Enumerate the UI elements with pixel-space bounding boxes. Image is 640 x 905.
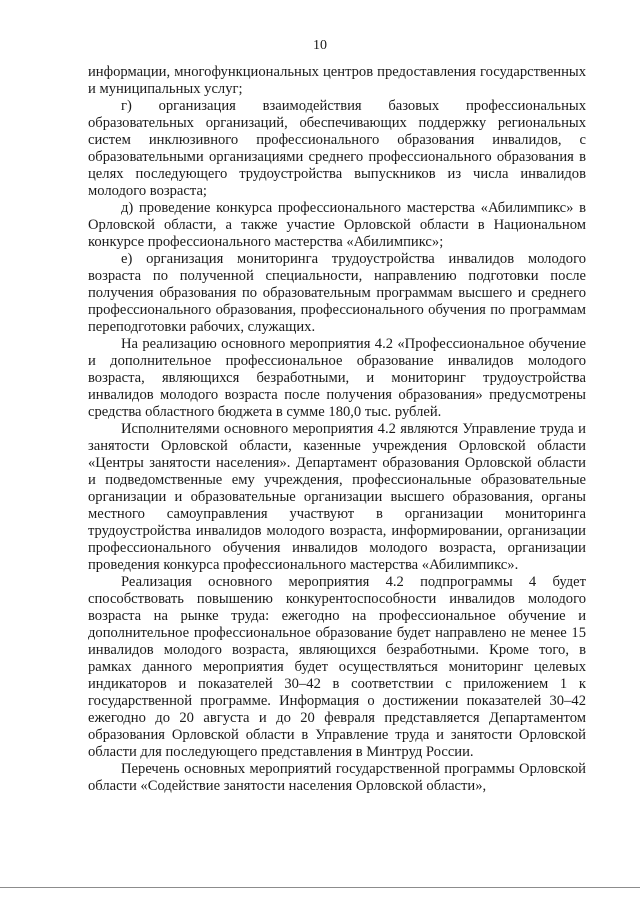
page-number: 10 xyxy=(313,38,327,53)
paragraph-funding: На реализацию основного мероприятия 4.2 «Профессиональное обучение и дополнительное профессиональное образование инвалидов молодого возраста, являющихся безработными, и мониторинг трудоустройства инвалидов молодого возраста после получения образования» предусмотрены средства областного бюджета в сумме 180,0 тыс. рублей. xyxy=(88,336,586,420)
paragraph-list-intro: Перечень основных мероприятий государственной программы Орловской области «Содействие занятости населения Орловской области», xyxy=(88,761,586,794)
paragraph-item-d: д) проведение конкурса профессионального мастерства «Абилимпикс» в Орловской области, а также участие Орловской области в Национальном конкурсе профессионального мастерства «Абилимпикс»; xyxy=(88,200,586,250)
document-body xyxy=(88,64,586,795)
paragraph-implementation: Реализация основного мероприятия 4.2 подпрограммы 4 будет способствовать повышению конкурентоспособности инвалидов молодого возраста на рынке труда: ежегодно на профессиональное обучение и дополнительное профессиональное образование будет направлено не менее 15 инвалидов молодого возраста, являющихся безработными. Кроме того, в рамках данного мероприятия будет осуществляться мониторинг целевых индикаторов и показателей 30–42 в соответствии с приложением 1 к государственной программе. Информация о достижении показателей 30–42 ежегодно до 20 августа и до 20 февраля представляется Департаментом образования Орловской области в Управление труда и занятости Орловской области для последующего представления в Минтруд России. xyxy=(88,574,586,760)
paragraph-executors: Исполнителями основного мероприятия 4.2 являются Управление труда и занятости Орловской области, казенные учреждения Орловской области «Центры занятости населения». Департамент образования Орловской области и подведомственные ему учреждения, профессиональные образовательные организации и образовательные организации высшего образования, органы местного самоуправления участвуют в организации мониторинга трудоустройства инвалидов молодого возраста, информировании, организации профессионального обучения инвалидов молодого возраста, организации проведения конкурса профессионального мастерства «Абилимпикс». xyxy=(88,421,586,573)
paragraph-item-g: г) организация взаимодействия базовых профессиональных образовательных организаций, обеспечивающих поддержку региональных систем инклюзивного профессионального образования инвалидов, с образовательными организациями среднего профессионального образования в целях последующего трудоустройства выпускников из числа инвалидов молодого возраста; xyxy=(88,98,586,199)
bottom-divider xyxy=(0,887,640,888)
paragraph-item-e: е) организация мониторинга трудоустройства инвалидов молодого возраста по полученной специальности, направлению подготовки после получения образования по образовательным программам высшего и среднего профессионального образования, профессионального обучения по программам переподготовки рабочих, служащих. xyxy=(88,251,586,335)
paragraph-continuation: информации, многофункциональных центров предоставления государственных и муниципальных услуг; xyxy=(88,64,586,97)
